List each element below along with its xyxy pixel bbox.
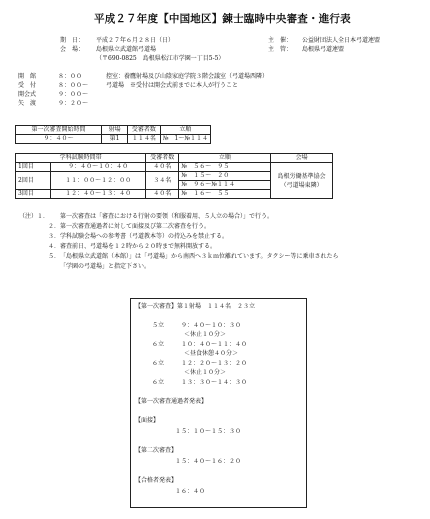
note-prefix: ５． [48,253,61,260]
table-cell: １１：００～１２：００ [51,172,146,190]
table-header: 射場 [102,126,128,135]
note-text: 「島根県立武道館（本館）」は「弓道場」から南西へ３ｋｍ位離れています。タクシー等に乗車されたら [60,253,339,260]
table-cell: 2回目 [16,172,51,190]
table-cell: № [179,163,192,172]
table-cell: １６～ ５５ [191,190,271,199]
exam-table [15,153,333,199]
round-time: ９：４０～１０：３０ [181,322,242,329]
note-prefix: ３． [48,233,61,240]
table-cell: １１４名 [128,135,161,144]
exam-venue-name: 島根労働基準協会 [277,172,326,180]
table-row [16,135,211,144]
round-break: ＜休止１０分＞ [184,331,227,338]
note-prefix: ２． [48,223,61,230]
schedule-label: 矢 渡 [18,100,37,107]
schedule-label: 開会式 [18,91,37,98]
table-header: 学科試験時間帯 [16,154,146,163]
table-cell: № [179,172,192,181]
table-cell: ３４名 [146,172,179,190]
note-text: 審査前日、弓道場を１２時から２０時まで無料開放する。 [60,243,217,250]
schedule-note: 弓道場 ※受付は開会式前までに本人が行うこと [106,82,239,89]
table-cell: １５～ ２０ [191,172,271,181]
host-value: 公益財団法人全日本弓道連盟 [302,37,381,44]
schedule-note: 控室：養鷹射場及び山陰家庭学院３階会議室（弓道場西隣） [106,73,269,80]
table-header-row [16,126,211,135]
schedule-label: 開 館 [18,73,37,80]
note-prefix: ４． [48,243,61,250]
manager-label: 主 管： [268,46,293,53]
date-label: 期 日： [60,37,85,44]
pass-announce-time: １６：４０ [175,488,206,495]
date-value: 平成２７年６月２８日（日） [96,37,175,44]
note-text: 第一次審査通過者に対して面接及び第二次審査を行う。 [60,223,211,230]
schedule-time: ９：２０～ [58,100,89,107]
round-break: ＜休止１０分＞ [184,369,227,376]
table-header: 第一次審査開始時間 [16,126,102,135]
schedule-time: ８：００ [58,73,83,80]
table-row [16,163,333,172]
round-size: ６立 [152,379,165,386]
table-cell: ９：４０～１０：４０ [51,163,146,172]
round-time: １３：３０～１４：３０ [181,379,248,386]
exam-venue-location: （弓道場東隣） [280,181,323,189]
table-cell: 3回目 [16,190,51,199]
table-cell: № [179,190,192,199]
table-cell: ９：４０～ [16,135,102,144]
page-title: 平成２７年度【中国地区】錬士臨時中央審査・進行表 [94,13,351,25]
table-header: 立順 [179,154,271,163]
venue-label: 会 場： [60,46,85,53]
box-heading: 【第一次審査】第１射場 １１４名 ２３立 [135,303,256,310]
round-size: ６立 [152,341,165,348]
announce-label: 【第一次審査通過者発表】 [135,398,208,405]
table-cell: ５６～ ９５ [191,163,271,172]
second-exam-time: １５：４０～１６：２０ [175,458,242,465]
round-size: ６立 [152,360,165,367]
round-time: １２：２０～１３：２０ [181,360,248,367]
note-prefix: （注）１． [19,213,50,220]
exam-venue-cell [271,163,333,199]
table-header-row [16,154,333,163]
table-cell: № [160,135,172,144]
table-header: 会場 [271,154,333,163]
table-cell: 第1 [102,135,128,144]
second-exam-label: 【第二次審査】 [135,447,178,454]
venue-value: 島根県立武道館弓道場 [96,46,157,53]
venue-address: （〒690-0825 島根県松江市学園一丁目5-5） [96,55,225,62]
note-text: 「学園の弓道場」と指定下さい。 [60,263,151,270]
manager-value: 島根県弓道連盟 [302,46,345,53]
table-header: 受審者数 [128,126,161,135]
schedule-time: ８：００～ [58,82,89,89]
first-exam-table [15,125,211,144]
table-cell: ４０名 [146,190,179,199]
note-text: 学科試験会場への参考書（弓道教本等）の持込みを禁止する。 [60,233,229,240]
table-cell: № [179,181,192,190]
table-cell: ９６～№１１４ [191,181,271,190]
round-size: ５立 [152,322,165,329]
table-cell: 1回目 [16,163,51,172]
interview-label: 【面接】 [135,417,160,424]
table-header: 立順 [160,126,210,135]
round-break: ＜昼食休憩４０分＞ [184,350,239,357]
table-cell: 1～№１１４ [173,135,211,144]
schedule-label: 受 付 [18,82,37,89]
host-label: 主 催： [268,37,293,44]
table-header: 受審者数 [146,154,179,163]
table-cell: ４０名 [146,163,179,172]
pass-announce-label: 【合格者発表】 [135,477,178,484]
interview-time: １５：１０～１５：３０ [175,428,242,435]
table-cell: １２：４０～１３：４０ [51,190,146,199]
note-text: 第一次審査は「審査における行射の要領（和服着用、５人立の場合）」で行う。 [60,213,274,220]
round-time: １０：４０～１１：４０ [181,341,248,348]
schedule-time: ９：００～ [58,91,89,98]
